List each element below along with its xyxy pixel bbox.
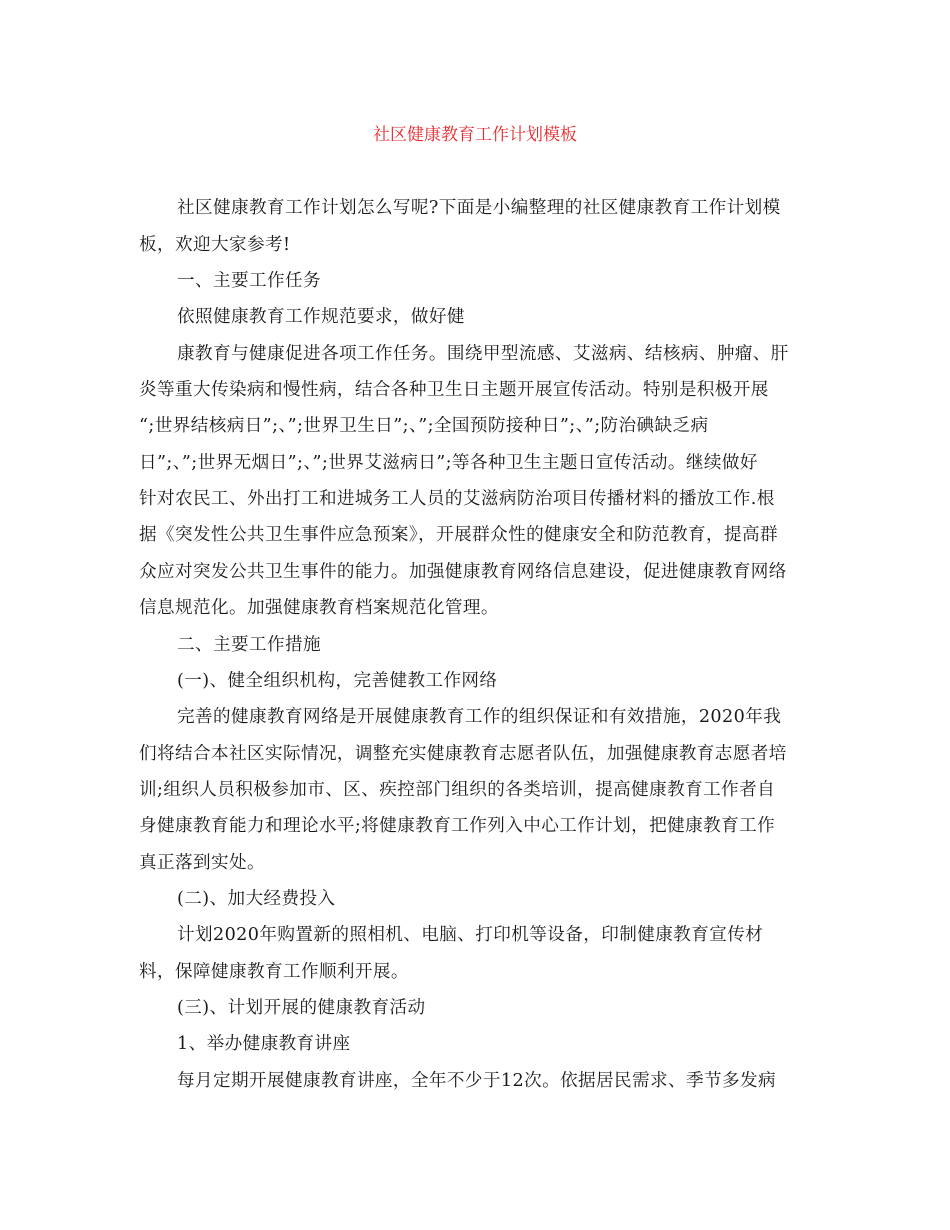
- paragraph-line: “;世界结核病日”;、”;世界卫生日”;、”;全国预防接种日”;、”;防治碘缺乏病: [139, 416, 709, 436]
- paragraph-line: 板，欢迎大家参考!: [139, 235, 291, 255]
- paragraph-line: 训;组织人员积极参加市、区、疾控部门组织的各类培训，提高健康教育工作者自: [139, 780, 776, 800]
- paragraph-line: 料，保障健康教育工作顺利开展。: [139, 962, 409, 982]
- paragraph-line: 依照健康教育工作规范要求，做好健: [177, 307, 465, 327]
- paragraph-line: 每月定期开展健康教育讲座，全年不少于12次。依据居民需求、季节多发病: [177, 1071, 776, 1091]
- section-heading: 二、主要工作措施: [177, 635, 321, 655]
- paragraph-line: 信息规范化。加强健康教育档案规范化管理。: [139, 598, 499, 618]
- paragraph-line: 炎等重大传染病和慢性病，结合各种卫生日主题开展宣传活动。特别是积极开展: [139, 380, 769, 400]
- paragraph-line: 日”;、”;世界无烟日”;、”;世界艾滋病日”;等各种卫生主题日宣传活动。继续做好: [139, 453, 758, 473]
- paragraph-line: 社区健康教育工作计划怎么写呢?下面是小编整理的社区健康教育工作计划模: [177, 198, 781, 218]
- paragraph-line: 众应对突发公共卫生事件的能力。加强健康教育网络信息建设，促进健康教育网络: [139, 562, 787, 582]
- paragraph-line: 康教育与健康促进各项工作任务。围绕甲型流感、艾滋病、结核病、肿瘤、肝: [177, 344, 789, 364]
- document-title: 社区健康教育工作计划模板: [373, 125, 577, 145]
- paragraph-line: 们将结合本社区实际情况，调整充实健康教育志愿者队伍，加强健康教育志愿者培: [139, 744, 787, 764]
- paragraph-line: 身健康教育能力和理论水平;将健康教育工作列入中心工作计划，把健康教育工作: [139, 816, 776, 836]
- subsection-heading: (一)、健全组织机构，完善健教工作网络: [177, 671, 498, 691]
- paragraph-line: 完善的健康教育网络是开展健康教育工作的组织保证和有效措施，2020年我: [177, 707, 782, 727]
- paragraph-line: 计划2020年购置新的照相机、电脑、打印机等设备，印制健康教育宣传材: [177, 925, 764, 945]
- paragraph-line: 真正落到实处。: [139, 853, 265, 873]
- paragraph-line: 针对农民工、外出打工和进城务工人员的艾滋病防治项目传播材料的播放工作.根: [139, 489, 775, 509]
- item-heading: 1、举办健康教育讲座: [177, 1034, 351, 1054]
- subsection-heading: (二)、加大经费投入: [177, 889, 336, 909]
- paragraph-line: 据《突发性公共卫生事件应急预案》，开展群众性的健康安全和防范教育，提高群: [139, 525, 778, 545]
- subsection-heading: (三)、计划开展的健康教育活动: [177, 998, 426, 1018]
- section-heading: 一、主要工作任务: [177, 271, 321, 291]
